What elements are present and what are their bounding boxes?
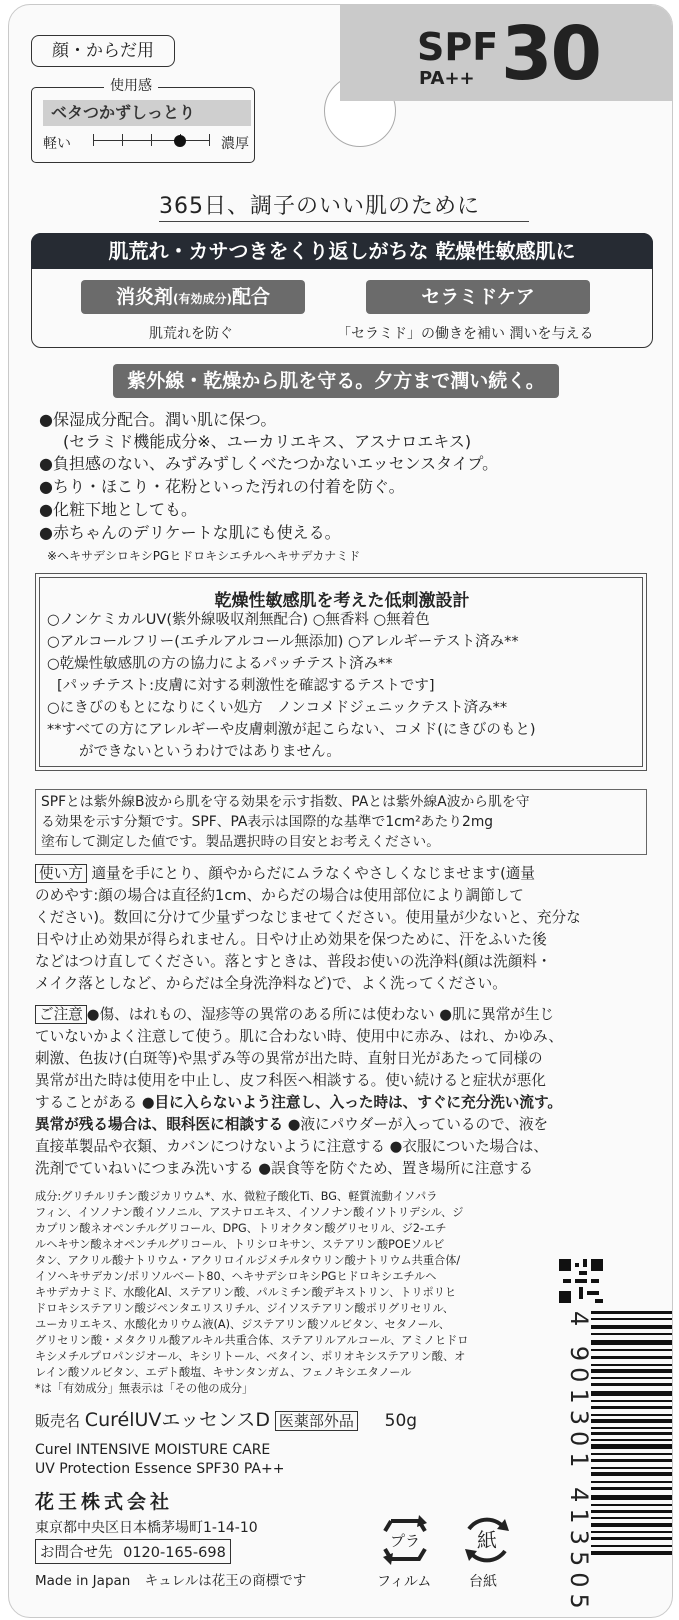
ingredients-line: キシメチルプロパンジオール、キシリトール、ベタイン、ポリオキシステアリン酸、オ xyxy=(35,1350,466,1363)
benefit-bullet: ●負担感のない、みずみずしくべたつかないエッセンスタイプ。 xyxy=(39,454,499,473)
ingredients-line: レイン酸ソルビタン、エデト酸塩、キサンタンガム、フェノキシエタノール xyxy=(35,1366,412,1379)
caution-line xyxy=(35,1004,554,1025)
paper-recycle-icon xyxy=(459,1513,515,1567)
ingredients-line: ドロキシステアリン酸ジペンタエリスリチル、ジイソステアリン酸ポリグリセリル、 xyxy=(35,1302,454,1315)
ingredients-line: グリセリン酸・メタクリル酸アルキル共重合体、ステアリルアルコール、アミノヒドロ xyxy=(35,1334,469,1347)
scale-tick xyxy=(93,134,94,146)
headline: 365日、調子のいい肌のために xyxy=(159,194,480,219)
usage-line: メイク落としなど、からだは全身洗浄料など)で、よく洗ってください。 xyxy=(35,975,507,992)
pill-text: 配合 xyxy=(231,286,270,308)
ingredients-line: ルヘキサン酸ネオペンチルグリコール、トリシロキサン、ステアリン酸POEソルビ xyxy=(35,1238,445,1251)
usage-line: ください)。数回に分けて少量ずつなじませてください。使用量が少ないと、充分な xyxy=(35,909,581,926)
caution-text: ●傷、はれもの、湿疹等の異常のある所には使わない ●肌に異常が生じ xyxy=(86,1006,555,1023)
caution-line: 洗剤でていねいにつまみ洗いする ●誤食等を防ぐため、置き場所に注意する xyxy=(35,1160,534,1177)
caution-text: ●液にパウダーが入っているので、液を xyxy=(287,1116,549,1133)
texture-level-marker xyxy=(174,135,186,147)
paper-mark-text: 紙 xyxy=(477,1528,497,1552)
caution-emphasis: 異常が残る場合は、眼科医に相談する xyxy=(35,1116,284,1133)
ingredients-line: キサデカナミド、水酸化Al、ステアリン酸、パルミチン酸デキストリン、トリポリヒ xyxy=(35,1286,457,1299)
ingredients-line: カプリン酸ネオペンチルグリコール、DPG、トリオクタン酸グリセリル、ジ2-エチ xyxy=(35,1222,447,1235)
company-address: 東京都中央区日本橋茅場町1-14-10 xyxy=(35,1520,258,1536)
caution-line: 異常が出た時は使用を中止し、皮フ科医へ相談する。使い続けると症状が悪化 xyxy=(35,1072,546,1089)
ingredients-line: *は「有効成分」無表示は「その他の成分」 xyxy=(35,1382,254,1395)
ceramide-care-pill: セラミドケア xyxy=(366,280,590,314)
plastic-mark-text: プラ xyxy=(389,1532,421,1550)
film-label: フィルム xyxy=(377,1574,432,1590)
texture-heavy-label: 濃厚 xyxy=(221,136,249,152)
caution-line: 刺激、色抜け(白斑等)や黒ずみ等の異常が出た時、直射日光があたって同様の xyxy=(35,1050,543,1067)
package-back xyxy=(8,4,673,1618)
spf-value: 30 xyxy=(501,11,600,97)
origin-line xyxy=(35,1569,306,1589)
low-irritation-title: 乾燥性敏感肌を考えた低刺激設計 xyxy=(214,591,470,611)
usage-line xyxy=(35,863,535,884)
mount-label: 台紙 xyxy=(469,1574,497,1590)
usage-line: 日やけ止め効果が得られません。日やけ止め効果を保つために、汗をふいた後 xyxy=(35,931,547,948)
spf-explanation-line: 塗布して測定した値です。製品選択時の目安とお考えください。 xyxy=(41,834,441,850)
sales-name-row xyxy=(35,1405,417,1432)
scale-tick xyxy=(209,134,210,146)
usage-line: などはつけ直してください。落とすときは、普段お使いの洗浄料(顔は洗顔料・ xyxy=(35,953,552,970)
trademark-note: キュレルは花王の商標です xyxy=(144,1573,307,1589)
contact-label: お問合せ先 xyxy=(40,1545,113,1561)
ceramide-caption: 「セラミド」の働きを補い 潤いを与える xyxy=(337,326,594,342)
benefit-bullet: ●化粧下地としても。 xyxy=(39,500,197,519)
sales-name: CurélUVエッセンスD xyxy=(84,1409,271,1431)
scale-tick xyxy=(151,134,152,146)
plastic-recycle-icon xyxy=(377,1513,433,1567)
caution-line xyxy=(35,1114,548,1135)
ingredients-line: タン、アクリル酸ナトリウム・アクリロイルジメチルタウリン酸ナトリウム共重合体/ xyxy=(35,1254,461,1267)
anti-inflammatory-caption: 肌荒れを防ぐ xyxy=(149,326,233,342)
texture-title: 使用感 xyxy=(104,75,158,95)
benefit-bullet: ●赤ちゃんのデリケートな肌にも使える。 xyxy=(39,523,341,542)
made-in-label: Made in Japan xyxy=(35,1573,131,1589)
qr-code xyxy=(559,1259,603,1303)
spf-explanation-line: る効果を示す分類です。SPF、PA表示は国際的な基準で1cm²あたり2mg xyxy=(41,814,494,830)
target-skin-header: 肌荒れ・カサつきをくり返しがちな 乾燥性敏感肌に xyxy=(31,233,653,269)
sales-name-label: 販売名 xyxy=(35,1412,81,1430)
ingredients-line: イソヘキサデカン/ポリソルベート80、ヘキサデシロキシPGヒドロキシエチルヘ xyxy=(35,1270,437,1283)
low-irritation-line: ができないというわけではありません。 xyxy=(79,744,341,760)
pa-label: PA++ xyxy=(419,68,475,89)
english-name-line: Curel INTENSIVE MOISTURE CARE xyxy=(35,1442,271,1458)
pill-text: 消炎剤 xyxy=(115,286,173,308)
headline-underline xyxy=(159,221,529,222)
ingredients-line: フィン、イソノナン酸イソノニル、アスナロエキス、イソノナン酸イソトリデシル、ジ xyxy=(35,1206,464,1219)
caution-line xyxy=(35,1092,562,1113)
low-irritation-line: ○アルコールフリー(エチルアルコール無添加) ○アレルギーテスト済み** xyxy=(47,634,519,650)
low-irritation-line: **すべての方にアレルギーや皮膚刺激が起こらない、コメド(にきびのもと) xyxy=(47,722,536,738)
bullet-footnote: ※ヘキサデシロキシPGヒドロキシエチルヘキサデカナミド xyxy=(47,549,361,563)
spf-label: SPF xyxy=(417,25,499,69)
low-irritation-line: [パッチテスト:皮膚に対する刺激性を確認するテストです] xyxy=(57,678,435,694)
company-name: 花王株式会社 xyxy=(35,1491,174,1513)
benefit-banner: 紫外線・乾燥から肌を守る。夕方まで潤い続く。 xyxy=(113,364,559,398)
caution-line: 直接革製品や衣類、カバンにつけないように注意する ●衣服についた場合は、 xyxy=(35,1138,548,1155)
contact-number: 0120-165-698 xyxy=(123,1545,226,1561)
net-volume: 50g xyxy=(384,1411,418,1431)
ingredients-line: 成分:グリチルリチン酸ジカリウム*、水、微粒子酸化Ti、BG、軽質流動イソパラ xyxy=(35,1190,438,1203)
pill-small-text: (有効成分) xyxy=(173,292,232,306)
benefit-bullet-sub: (セラミド機能成分※、ユーカリエキス、アスナロエキス) xyxy=(63,432,472,451)
anti-inflammatory-pill xyxy=(81,280,305,314)
usage-line: のめやす:顔の場合は直径約1cm、からだの場合は使用部位により調節して xyxy=(35,887,524,904)
caution-line: ていないかよく注意して使う。肌に合わない時、使用中に赤み、はれ、かゆみ、 xyxy=(35,1028,564,1045)
english-name-line: UV Protection Essence SPF30 PA++ xyxy=(35,1461,285,1477)
caution-emphasis: ●目に入らないよう注意し、入った時は、すぐに充分洗い流す。 xyxy=(141,1094,563,1111)
scale-tick xyxy=(122,134,123,146)
spf-explanation-line: SPFとは紫外線B波から肌を守る効果を示す指数、PAとは紫外線A波から肌を守 xyxy=(41,794,530,810)
caution-tag: ご注意 xyxy=(35,1005,87,1024)
contact-box xyxy=(35,1539,231,1564)
usage-tag: 使い方 xyxy=(35,864,87,883)
usage-text: 適量を手にとり、顔やからだにムラなくやさしくなじませます(適量 xyxy=(91,865,535,882)
texture-description: ベタつかずしっとり xyxy=(43,100,251,126)
usage-area-tag: 顔・からだ用 xyxy=(31,35,175,67)
low-irritation-line: ○乾燥性敏感肌の方の協力によるパッチテスト済み** xyxy=(47,656,393,672)
barcode-number: 4 901301 413505 xyxy=(565,1311,593,1615)
ingredients-line: ユーカリエキス、水酸化カリウム液(A)、ジステアリン酸ソルビタン、セタノール、 xyxy=(35,1318,450,1331)
benefit-bullet: ●保湿成分配合。潤い肌に保つ。 xyxy=(39,410,277,429)
low-irritation-line: ○ノンケミカルUV(紫外線吸収剤無配合) ○無香料 ○無着色 xyxy=(47,612,430,628)
caution-text: することがある xyxy=(35,1094,138,1111)
low-irritation-line: ○にきびのもとになりにくい処方 ノンコメドジェニックテスト済み** xyxy=(47,700,508,716)
benefit-bullet: ●ちり・ほこり・花粉といった汚れの付着を防ぐ。 xyxy=(39,477,405,496)
quasi-drug-badge: 医薬部外品 xyxy=(275,1411,358,1431)
texture-light-label: 軽い xyxy=(43,136,71,152)
